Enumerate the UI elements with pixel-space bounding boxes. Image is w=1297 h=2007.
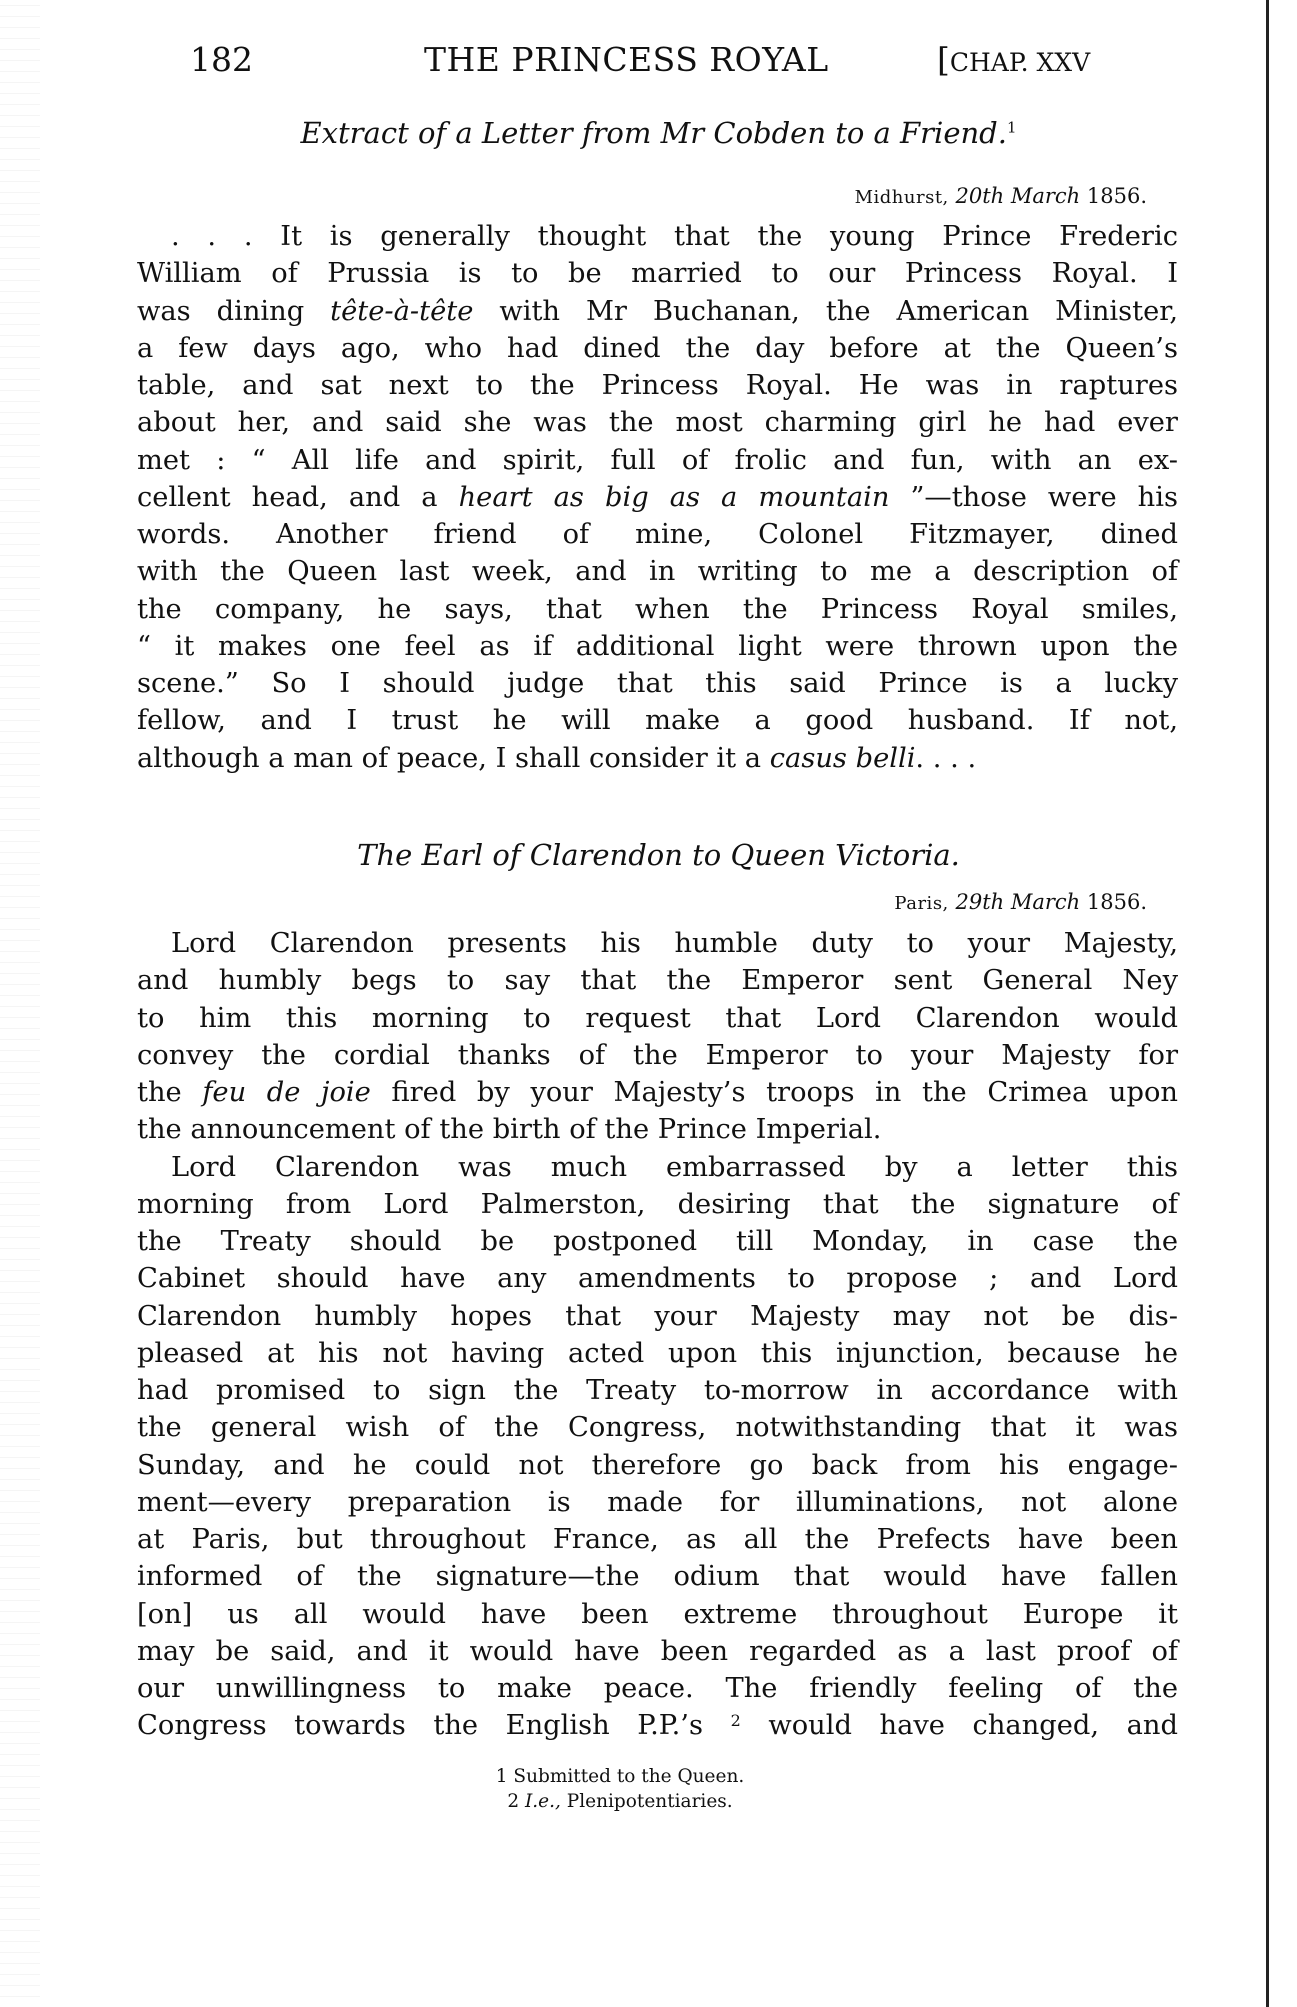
text-line	[137, 1037, 1178, 1074]
text-line	[137, 1298, 1178, 1335]
text-line	[137, 293, 1178, 330]
footnote-number: 2	[507, 1791, 520, 1812]
letter2-dateline	[894, 890, 1147, 914]
text-segment: casus belli	[769, 742, 916, 774]
text-line	[137, 1521, 1178, 1558]
text-segment: cellent head, and a	[137, 481, 459, 513]
text-line	[137, 1335, 1178, 1372]
text-segment: would have changed, and	[740, 1710, 1178, 1742]
chapter-label	[937, 40, 1090, 79]
text-segment: William of Prussia is to be married to our Princess Royal. I	[137, 258, 1178, 290]
text-line	[137, 628, 1178, 665]
text-line	[137, 1000, 1178, 1037]
text-segment: ”—those were his	[889, 481, 1178, 513]
text-segment: a few days ago, who had dined the day before at the Queen’s	[137, 332, 1178, 364]
footnote-text: Submitted to the Queen.	[513, 1766, 745, 1787]
dateline-date: 29th March	[955, 890, 1081, 914]
text-line	[137, 255, 1178, 292]
text-segment: Sunday, and he could not therefore go back from his engage-	[137, 1449, 1178, 1481]
footnote-ref-1: 1	[1006, 118, 1017, 137]
letter1-heading	[0, 116, 1297, 150]
text-segment: our unwillingness to make peace. The friendly feeling of the	[137, 1673, 1178, 1704]
text-segment: fired by your Majesty’s troops in the Crimea upon	[370, 1077, 1178, 1108]
text-line	[137, 1558, 1178, 1595]
footnote-2	[0, 1789, 1240, 1814]
text-segment: Lord Clarendon presents his humble duty to your Majesty,	[171, 928, 1178, 959]
footnote-number: 1	[495, 1766, 508, 1787]
dateline-year: 1856.	[1086, 890, 1147, 914]
text-line	[137, 367, 1178, 404]
text-segment: was dining	[137, 295, 331, 327]
text-segment: convey the cordial thanks of the Emperor to your Majesty for	[137, 1039, 1178, 1071]
text-segment: at Paris, but throughout France, as all the Prefects have been	[137, 1524, 1178, 1555]
text-segment: tête-à-tête	[330, 295, 474, 327]
page-number: 182	[190, 40, 253, 79]
text-line	[137, 702, 1178, 739]
text-segment: may be said, and it would have been regarded as a last proof of	[137, 1635, 1178, 1667]
text-segment: fellow, and I trust he will make a good husband. If not,	[137, 705, 1178, 737]
scan-edge-line	[1266, 0, 1269, 2007]
text-segment: table, and sat next to the Princess Royal. He was in raptures	[137, 370, 1178, 401]
text-line	[137, 1223, 1178, 1260]
text-segment: pleased at his not having acted upon this injunction, because he	[137, 1337, 1178, 1369]
dateline-year: 1856.	[1086, 184, 1147, 208]
footnote-ref: 2	[730, 1711, 741, 1731]
footnote-1	[0, 1764, 1240, 1789]
chapter-bracket: [	[937, 40, 950, 79]
text-segment: with the Queen last week, and in writing to me a description of	[137, 556, 1178, 588]
text-line	[137, 1707, 1178, 1744]
text-line	[137, 962, 1178, 999]
text-line	[137, 1447, 1178, 1484]
text-segment: Clarendon humbly hopes that your Majesty may not be dis-	[137, 1300, 1178, 1332]
text-segment: the announcement of the birth of the Prince Imperial.	[137, 1114, 882, 1146]
text-line	[137, 442, 1178, 479]
footnotes	[0, 1764, 1240, 1814]
text-line	[137, 1186, 1178, 1223]
text-line	[137, 1484, 1178, 1521]
text-segment: morning from Lord Palmerston, desiring that the signature of	[137, 1188, 1178, 1220]
text-segment: . . . It is generally thought that the young Prince Frederic	[171, 221, 1178, 252]
text-line	[137, 404, 1178, 441]
scan-margin-noise	[0, 0, 40, 2007]
text-line	[137, 1149, 1178, 1186]
text-line	[137, 479, 1178, 516]
text-segment: the company, he says, that when the Princess Royal smiles,	[137, 593, 1178, 625]
footnote-abbrev: I.e.,	[524, 1791, 561, 1812]
running-title: THE PRINCESS ROYAL	[424, 40, 829, 79]
text-segment: words. Another friend of mine, Colonel Fitzmayer, dined	[137, 519, 1178, 550]
text-segment: heart as big as a mountain	[458, 481, 890, 513]
dateline-place: Midhurst,	[854, 187, 949, 208]
text-segment: Congress towards the English P.P.’s	[137, 1710, 731, 1742]
text-line	[137, 1260, 1178, 1297]
text-line	[137, 740, 1178, 777]
text-segment: met : “ All life and spirit, full of frolic and fun, with an ex-	[137, 444, 1178, 476]
letter2-heading: The Earl of Clarendon to Queen Victoria.	[357, 838, 960, 872]
letter1-body	[137, 218, 1178, 777]
text-segment: informed of the signature—the odium that would have fallen	[137, 1561, 1178, 1593]
text-line	[137, 925, 1178, 962]
letter1-heading-text: Extract of a Letter from Mr Cobden to a Friend.	[300, 116, 1007, 150]
text-segment: Cabinet should have any amendments to propose ; and Lord	[137, 1263, 1178, 1295]
text-line	[137, 1074, 1178, 1111]
chapter-text: CHAP. XXV	[949, 48, 1091, 77]
text-segment: the Treaty should be postponed till Monday, in case the	[137, 1226, 1178, 1257]
text-segment: the general wish of the Congress, notwithstanding that it was	[137, 1412, 1178, 1444]
text-segment: although a man of peace, I shall consider it a	[137, 742, 770, 774]
text-segment: had promised to sign the Treaty to-morrow in accordance with	[137, 1375, 1178, 1406]
dateline-place: Paris,	[894, 893, 949, 914]
text-line	[137, 591, 1178, 628]
text-line	[137, 553, 1178, 590]
footnote-text: Plenipotentiaries.	[566, 1791, 733, 1812]
text-line	[137, 330, 1178, 367]
text-segment: “ it makes one feel as if additional light were thrown upon the	[137, 630, 1178, 662]
text-line	[137, 1372, 1178, 1409]
text-segment: [on] us all would have been extreme throughout Europe it	[137, 1598, 1178, 1630]
text-line	[137, 665, 1178, 702]
text-line	[137, 1409, 1178, 1446]
text-line	[137, 1596, 1178, 1633]
text-segment: ment—every preparation is made for illuminations, not alone	[137, 1486, 1178, 1518]
text-segment: to him this morning to request that Lord Clarendon would	[137, 1002, 1178, 1034]
text-segment: scene.” So I should judge that this said Prince is a lucky	[137, 668, 1178, 699]
text-segment: with Mr Buchanan, the American Minister,	[473, 295, 1178, 327]
text-segment: Lord Clarendon was much embarrassed by a letter this	[171, 1151, 1178, 1183]
text-segment: and humbly begs to say that the Emperor sent General Ney	[137, 965, 1178, 997]
text-segment: feu de joie	[202, 1077, 371, 1108]
text-line	[137, 1633, 1178, 1670]
letter1-dateline	[855, 184, 1147, 208]
text-line	[137, 516, 1178, 553]
dateline-date: 20th March	[955, 184, 1081, 208]
text-line	[137, 1111, 1178, 1148]
text-segment: . . . .	[915, 742, 977, 774]
letter2-body	[137, 925, 1178, 1745]
text-line	[137, 218, 1178, 255]
text-segment: the	[137, 1077, 203, 1108]
text-segment: about her, and said she was the most charming girl he had ever	[137, 407, 1178, 439]
text-line	[137, 1670, 1178, 1707]
